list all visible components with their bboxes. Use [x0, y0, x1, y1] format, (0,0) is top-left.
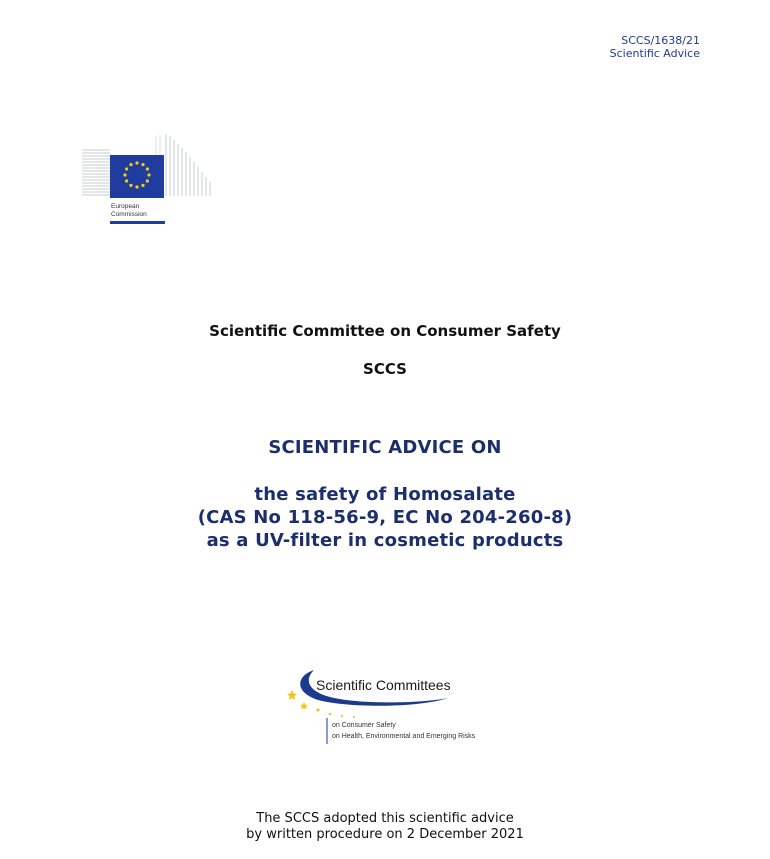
document-type: Scientific Advice [609, 47, 700, 60]
ec-logo-line2: Commission [111, 211, 147, 218]
subject-line-2: (CAS No 118-56-9, EC No 204-260-8) [197, 507, 573, 528]
committee-acronym: SCCS [363, 360, 407, 378]
subject-line-1: the safety of Homosalate [254, 484, 516, 505]
adoption-line-1: The SCCS adopted this scientific advice [256, 811, 514, 826]
adoption-statement [0, 811, 770, 843]
scientific-committees-sub2: on Health, Environmental and Emerging Risks [332, 733, 476, 740]
ec-logo-line1: European [111, 203, 140, 210]
scientific-committees-title: Scientific Committees [316, 677, 451, 693]
subject-line-3: as a UV-filter in cosmetic products [206, 530, 564, 551]
scientific-committees-sub1: on Consumer Safety [332, 722, 396, 729]
adoption-line-2: by written procedure on 2 December 2021 [246, 827, 524, 842]
document-reference [610, 34, 700, 60]
committee-name: Scientific Committee on Consumer Safety [209, 322, 561, 340]
european-commission-logo [82, 130, 214, 228]
reference-number: SCCS/1638/21 [621, 34, 700, 47]
scientific-committees-logo [278, 664, 498, 748]
document-subject [0, 483, 770, 552]
document-heading: SCIENTIFIC ADVICE ON [268, 437, 502, 458]
